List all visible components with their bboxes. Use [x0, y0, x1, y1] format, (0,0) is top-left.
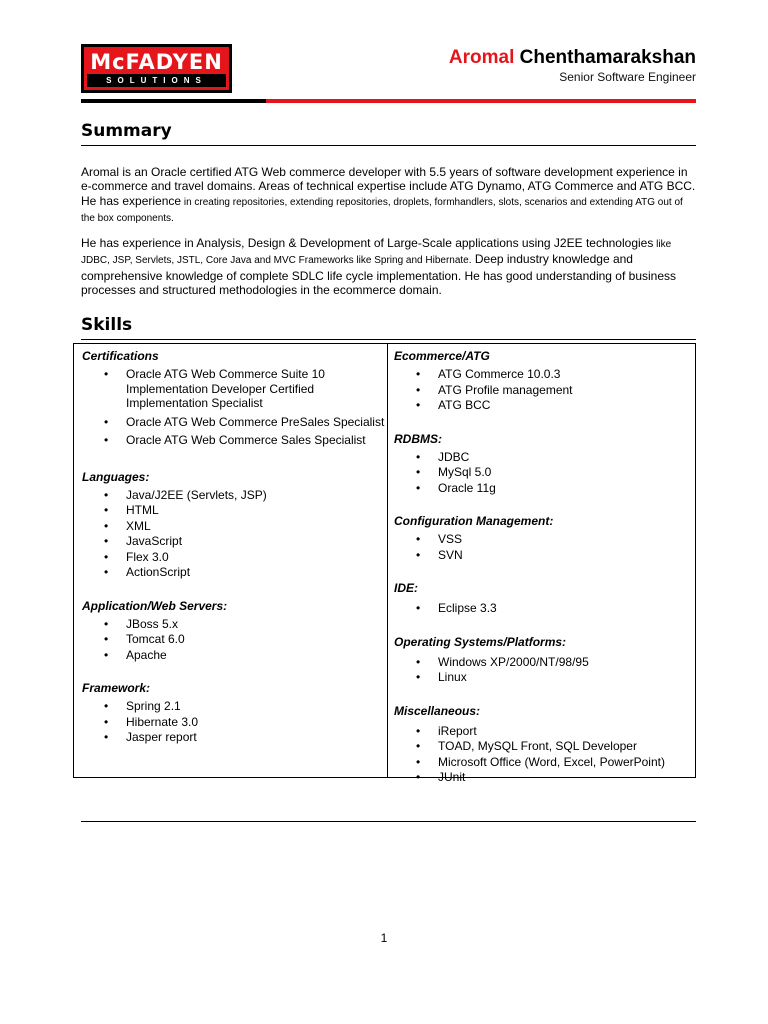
logo-name: McFADYEN [90, 50, 223, 74]
first-name: Aromal [448, 47, 515, 68]
skill-group-servers [82, 599, 387, 663]
job-title: Senior Software Engineer [559, 70, 696, 84]
skill-group-certifications [82, 349, 387, 448]
skill-group-ide [394, 581, 695, 616]
footer-divider [81, 821, 696, 822]
skill-category: Configuration Management: [394, 514, 554, 528]
skills-heading: Skills [81, 315, 133, 335]
skill-item: • ActionScript [82, 565, 387, 580]
skills-table [73, 343, 696, 784]
header-divider-red [266, 99, 696, 103]
summary-p2-small: like JDBC, JSP, Servlets, JSTL, Core Java and MVC Frameworks like Spring and Hibernate. [81, 239, 672, 267]
summary-heading: Summary [81, 121, 172, 141]
skill-group-rdbms [394, 432, 695, 496]
skill-item: • TOAD, MySQL Front, SQL Developer [394, 739, 695, 754]
skills-divider [81, 339, 696, 340]
summary-p2-rest: Deep industry knowledge and comprehensive knowledge of complete SDLC life cycle implementation. He has good understanding of business processes and structured methodologies in the ecommerce domain. [81, 252, 677, 297]
skill-item: • Oracle ATG Web Commerce PreSales Specialist [82, 415, 387, 430]
skill-item: • Linux [394, 670, 695, 685]
skill-group-languages [82, 470, 387, 580]
skill-item: • Oracle ATG Web Commerce Suite 10 Implementation Developer Certified Implementation Specialist [82, 367, 387, 411]
skill-item: • Jasper report [82, 730, 387, 745]
summary-paragraph-2 [81, 236, 696, 297]
skill-group-framework [82, 681, 387, 745]
summary-p2-main: He has experience in Analysis, Design & Development of Large-Scale applications using J2EE technologies [81, 236, 654, 250]
summary-paragraph-1 [81, 165, 696, 226]
header-divider-black [81, 99, 266, 103]
logo-subtitle: SOLUTIONS [106, 76, 207, 85]
skill-group-configuration [394, 514, 695, 562]
skill-item: • Spring 2.1 [82, 699, 387, 714]
skill-item: • Java/J2EE (Servlets, JSP) [82, 488, 387, 503]
skill-item: • JUnit [394, 770, 695, 785]
skill-item: • ATG Commerce 10.0.3 [394, 367, 695, 382]
summary-p1-small: in creating repositories, extending repositories, droplets, formhandlers, slots, scenarios and extending ATG out of the box components. [81, 196, 683, 224]
skill-item: • XML [82, 519, 387, 534]
skill-category: IDE: [394, 581, 418, 595]
skill-item: • iReport [394, 724, 695, 739]
skill-item: • Eclipse 3.3 [394, 601, 695, 616]
skills-right-column [388, 344, 695, 784]
skill-item: • Oracle 11g [394, 481, 695, 496]
skill-item: • ATG Profile management [394, 383, 695, 398]
skill-item: • MySql 5.0 [394, 465, 695, 480]
skill-item: • Flex 3.0 [82, 550, 387, 565]
skill-item: • Tomcat 6.0 [82, 632, 387, 647]
skill-item: • ATG BCC [394, 398, 695, 413]
skill-item: • Hibernate 3.0 [82, 715, 387, 730]
skill-category: Operating Systems/Platforms: [394, 634, 567, 649]
skill-item: • VSS [394, 532, 695, 547]
skill-category: Languages: [82, 469, 150, 484]
company-logo [81, 44, 232, 93]
candidate-name [449, 47, 696, 69]
summary-p1-main: Aromal is an Oracle certified ATG Web commerce developer with 5.5 years of software development experience in e-commerce and travel domains. Areas of technical expertise include ATG Dynamo, ATG Commerce and ATG BCC. He has experience [81, 165, 696, 208]
skill-item: • Apache [82, 648, 387, 663]
skill-group-ecommerce [394, 349, 695, 413]
skill-category: Ecommerce/ATG [394, 349, 490, 363]
summary-divider [81, 145, 696, 146]
skill-item: • JavaScript [82, 534, 387, 549]
skill-item: • JDBC [394, 450, 695, 465]
skills-left-column [74, 344, 388, 777]
last-name: Chenthamarakshan [519, 47, 696, 68]
skill-category: RDBMS: [394, 431, 442, 446]
skill-category: Certifications [82, 349, 159, 363]
skill-category: Application/Web Servers: [82, 598, 228, 613]
skill-category: Framework: [82, 681, 151, 695]
skill-category: Miscellaneous: [394, 703, 481, 718]
skill-item: • Oracle ATG Web Commerce Sales Specialist [82, 433, 387, 448]
skill-group-operating-systems [394, 635, 695, 685]
skill-item: • Microsoft Office (Word, Excel, PowerPoint) [394, 755, 695, 770]
skill-group-miscellaneous [394, 704, 695, 785]
page-number: 1 [380, 931, 388, 945]
skill-item: • SVN [394, 548, 695, 563]
skill-item: • Windows XP/2000/NT/98/95 [394, 655, 695, 670]
skill-item: • HTML [82, 503, 387, 518]
skill-item: • JBoss 5.x [82, 617, 387, 632]
